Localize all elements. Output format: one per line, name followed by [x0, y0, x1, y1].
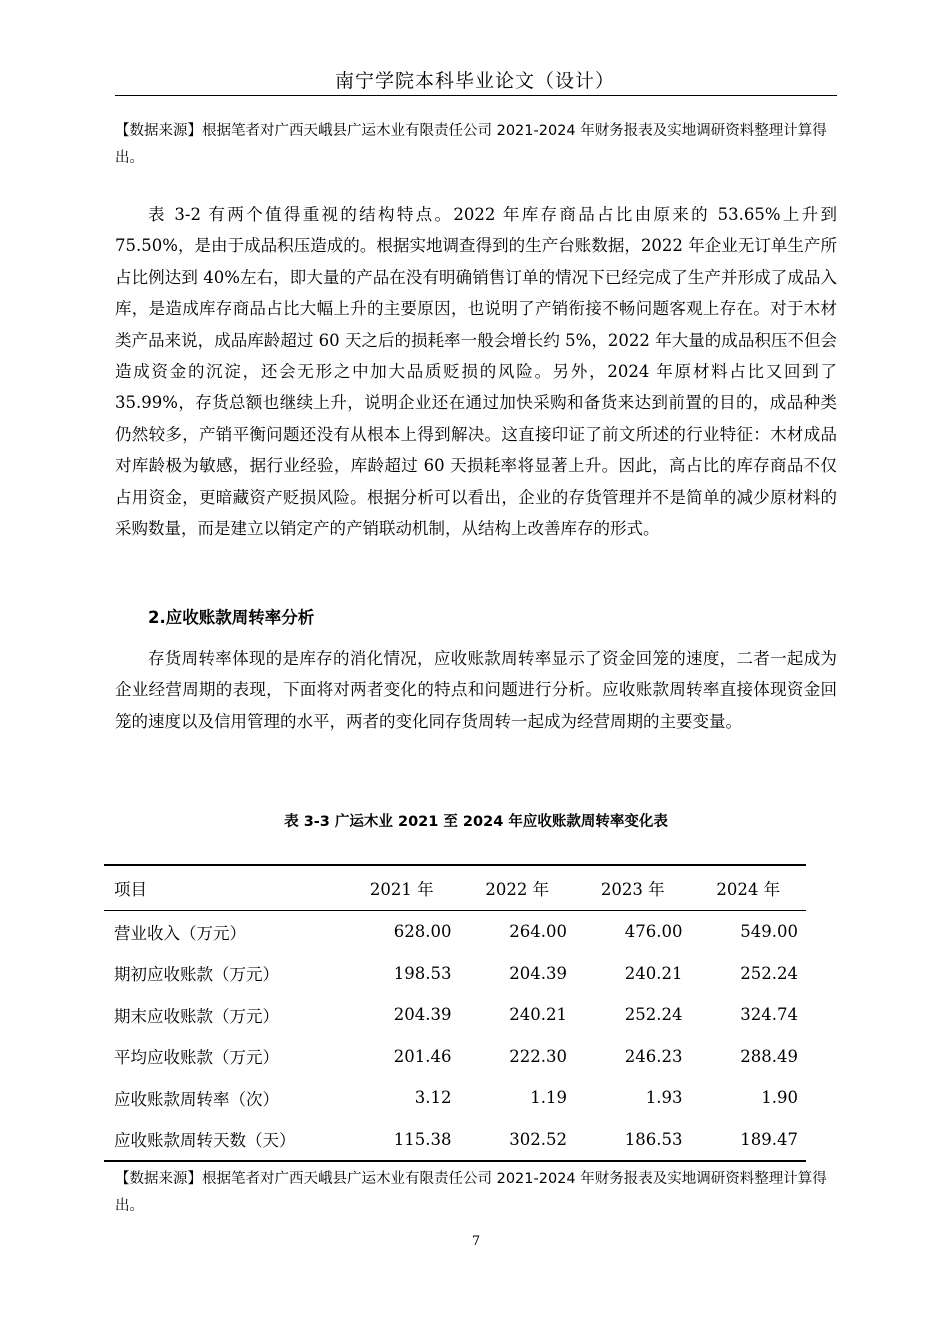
row-label: 平均应收账款（万元）	[114, 1048, 279, 1068]
table-row	[104, 994, 806, 1036]
table-cell: 628.00	[393, 922, 452, 942]
table-row	[104, 953, 806, 995]
table-header-row	[104, 865, 806, 911]
table-row	[104, 1077, 806, 1119]
table-cell: 1.19	[530, 1088, 567, 1108]
table-cell: 115.38	[393, 1129, 452, 1149]
table-cell: 240.21	[509, 1005, 567, 1025]
table-cell: 302.52	[509, 1129, 567, 1149]
table-cell: 549.00	[740, 922, 798, 942]
table-cell: 288.49	[740, 1046, 798, 1066]
table-cell: 186.53	[624, 1129, 683, 1149]
body-paragraph-2: 存货周转率体现的是库存的消化情况，应收账款周转率显示了资金回笼的速度，二者一起成为企业经营周期的表现，下面将对两者变化的特点和问题进行分析。应收账款周转率直接体现资金回笼的速度以及信用管理的水平，两者的变化同存货周转一起成为经营周期的主要变量。	[115, 649, 837, 731]
table-cell: 240.21	[624, 963, 683, 983]
table-cell: 189.47	[740, 1129, 798, 1149]
header-cell-item: 项目	[114, 880, 147, 899]
row-label: 期初应收账款（万元）	[114, 965, 279, 985]
page-header-title: 南宁学院本科毕业论文（设计）	[334, 70, 615, 92]
table-cell: 246.23	[624, 1046, 683, 1066]
table-row	[104, 911, 806, 953]
source-note-top: 【数据来源】根据笔者对广西天峨县广运木业有限责任公司 2021-2024 年财务报表及实地调研资料整理计算得出。	[115, 123, 827, 166]
table-cell: 201.46	[393, 1046, 452, 1066]
table-cell: 476.00	[624, 922, 683, 942]
table-cell: 1.90	[761, 1088, 798, 1108]
table-cell: 3.12	[414, 1088, 452, 1108]
section-heading: 2.应收账款周转率分析	[148, 608, 315, 627]
table-cell: 204.39	[509, 963, 567, 983]
table-cell: 198.53	[393, 963, 452, 983]
page-number: 7	[471, 1234, 481, 1249]
table-caption: 表 3-3 广运木业 2021 至 2024 年应收账款周转率变化表	[284, 814, 668, 830]
row-label: 期末应收账款（万元）	[114, 1006, 279, 1026]
row-label: 应收账款周转率（次）	[114, 1089, 279, 1109]
header-cell-2023: 2023 年	[600, 880, 665, 899]
header-divider	[115, 95, 837, 96]
body-paragraph-1: 表 3-2 有两个值得重视的结构特点。2022 年库存商品占比由原来的 53.65%上升到 75.50%，是由于成品积压造成的。根据实地调查得到的生产台账数据，2022 年企业无订单生产所占比例达到 40%左右，即大量的产品在没有明确销售订单的情况下已经完成了生产并形成了成品入库，是造成库存商品占比大幅上升的主要原因，也说明了产销衔接不畅问题客观上存在。对于木材类产品来说，成品库龄超过 60 天之后的损耗率一般会增长约 5%，2022 年大量的成品积压不但会造成资金的沉淀，还会无形之中加大品质贬损的风险。另外，2024 年原材料占比又回到了 35.99%，存货总额也继续上升，说明企业还在通过加快采购和备货来达到前置的目的，成品种类仍然较多，产销平衡问题还没有从根本上得到解决。这直接印证了前文所述的行业特征：木材成品对库龄极为敏感，据行业经验，库龄超过 60 天损耗率将显著上升。因此，高占比的库存商品不仅占用资金，更暗藏资产贬损风险。根据分析可以看出，企业的存货管理并不是简单的减少原材料的采购数量，而是建立以销定产的产销联动机制，从结构上改善库存的形式。	[115, 205, 837, 539]
header-cell-2024: 2024 年	[716, 880, 781, 899]
receivables-turnover-table	[104, 864, 806, 1162]
row-label: 营业收入（万元）	[114, 923, 246, 943]
table-row	[104, 1036, 806, 1078]
source-note-bottom: 【数据来源】根据笔者对广西天峨县广运木业有限责任公司 2021-2024 年财务报表及实地调研资料整理计算得出。	[115, 1171, 827, 1214]
row-label: 应收账款周转天数（天）	[114, 1131, 296, 1151]
table-cell: 252.24	[624, 1005, 683, 1025]
table-cell: 222.30	[509, 1046, 567, 1066]
table-row	[104, 1119, 806, 1162]
table-cell: 324.74	[740, 1005, 798, 1025]
header-cell-2022: 2022 年	[485, 880, 550, 899]
table-cell: 252.24	[740, 963, 798, 983]
header-cell-2021: 2021 年	[369, 880, 434, 899]
table-cell: 204.39	[393, 1005, 452, 1025]
table-cell: 264.00	[509, 922, 567, 942]
table-cell: 1.93	[645, 1088, 683, 1108]
